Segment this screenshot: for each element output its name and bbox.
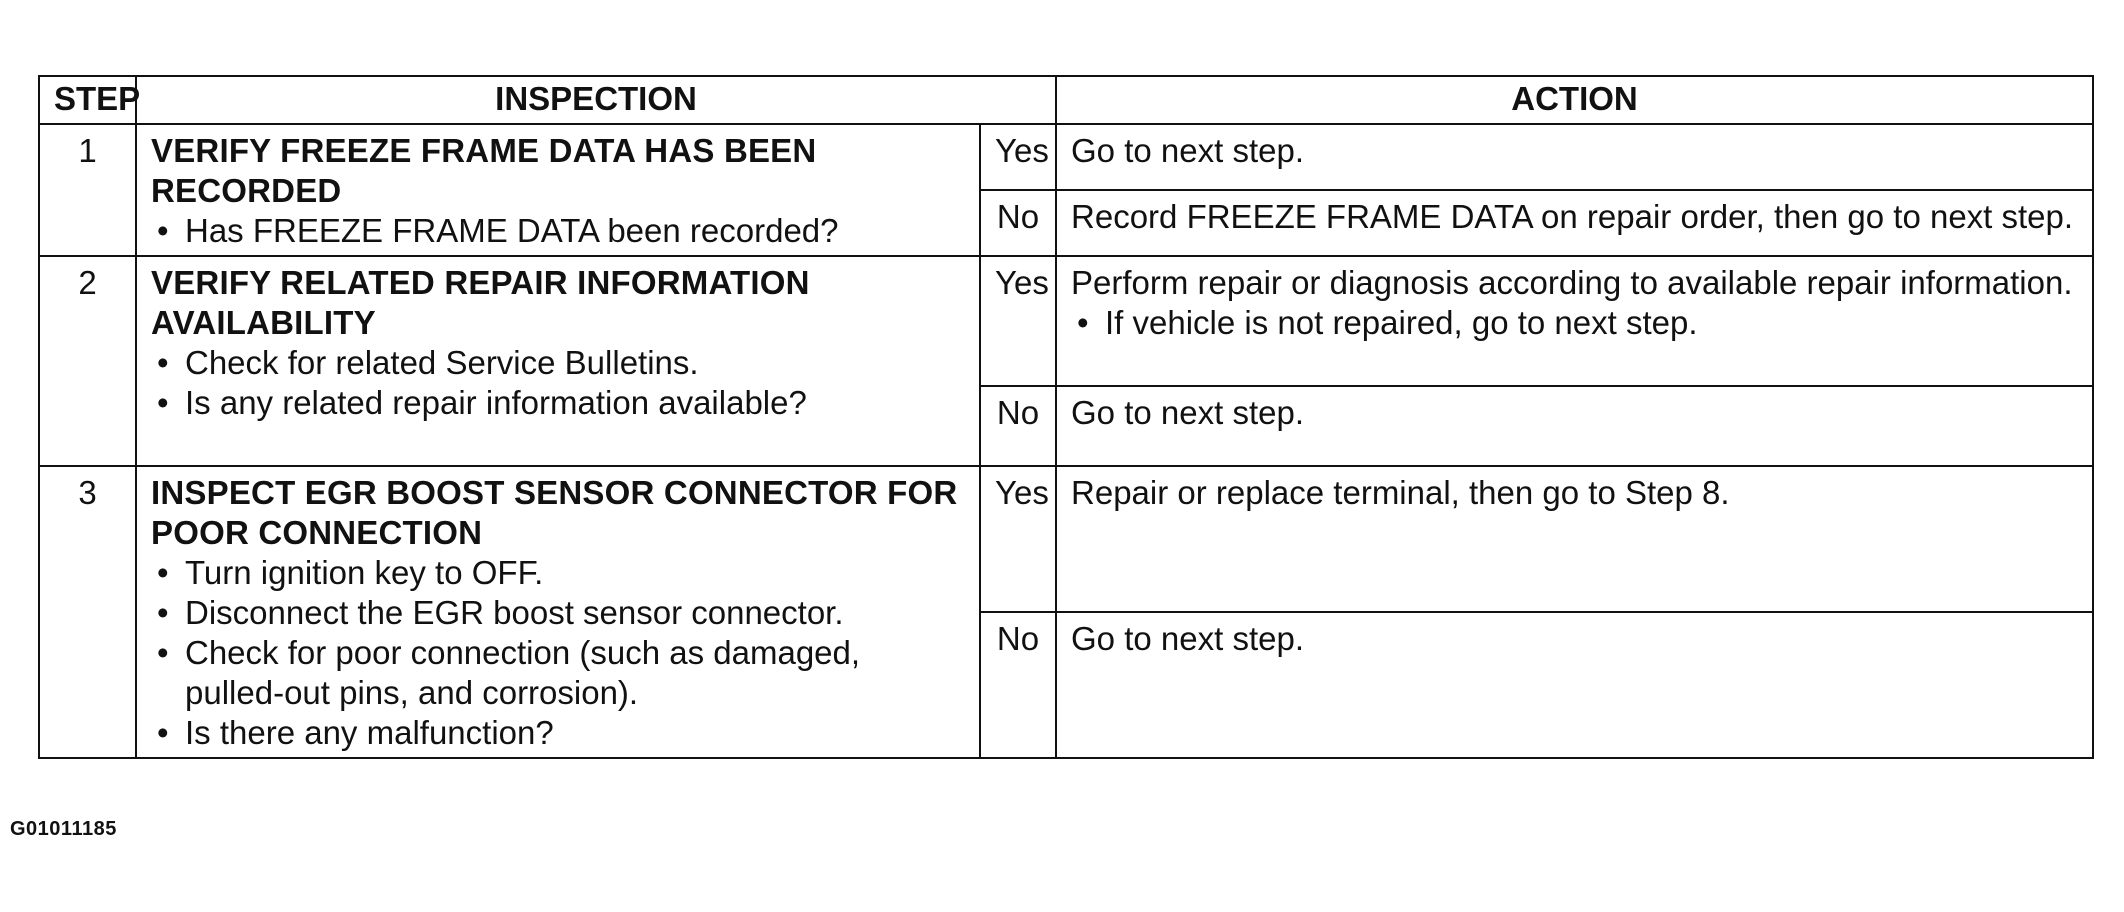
no-action bbox=[1056, 190, 2093, 256]
no-action bbox=[1056, 612, 2093, 758]
header-step: STEP bbox=[39, 76, 136, 124]
yes-label: Yes bbox=[980, 256, 1056, 386]
yes-label: Yes bbox=[980, 466, 1056, 612]
step-number: 3 bbox=[39, 466, 136, 758]
header-inspection: INSPECTION bbox=[136, 76, 1056, 124]
no-label: No bbox=[980, 386, 1056, 466]
inspection-bullet: • Check for related Service Bulletins. bbox=[185, 343, 965, 383]
no-label: No bbox=[980, 190, 1056, 256]
step-number: 2 bbox=[39, 256, 136, 466]
yes-action bbox=[1056, 124, 2093, 190]
inspection-bullets bbox=[151, 343, 965, 423]
diagnostic-table bbox=[38, 75, 2094, 759]
step-3-yes-row bbox=[39, 466, 2093, 612]
inspection-bullet: • Is there any malfunction? bbox=[185, 713, 965, 753]
yes-action bbox=[1056, 256, 2093, 386]
yes-action-text: Go to next step. bbox=[1071, 132, 1304, 169]
header-action: ACTION bbox=[1056, 76, 2093, 124]
no-action-text: Go to next step. bbox=[1071, 620, 1304, 657]
inspection-cell bbox=[136, 124, 980, 256]
inspection-bullet: • Disconnect the EGR boost sensor connector. bbox=[185, 593, 965, 633]
no-label: No bbox=[980, 612, 1056, 758]
inspection-cell bbox=[136, 466, 980, 758]
step-1-yes-row bbox=[39, 124, 2093, 190]
inspection-title: VERIFY RELATED REPAIR INFORMATION AVAILABILITY bbox=[151, 264, 810, 341]
yes-label: Yes bbox=[980, 124, 1056, 190]
action-bullet: • If vehicle is not repaired, go to next step. bbox=[1105, 303, 2078, 343]
inspection-cell bbox=[136, 256, 980, 466]
inspection-title: VERIFY FREEZE FRAME DATA HAS BEEN RECORDED bbox=[151, 132, 817, 209]
yes-action bbox=[1056, 466, 2093, 612]
inspection-bullet: • Check for poor connection (such as damaged, pulled-out pins, and corrosion). bbox=[185, 633, 965, 713]
yes-action-bullets bbox=[1071, 303, 2078, 343]
header-row bbox=[39, 76, 2093, 124]
step-number: 1 bbox=[39, 124, 136, 256]
yes-action-text: Repair or replace terminal, then go to Step 8. bbox=[1071, 474, 1730, 511]
no-action bbox=[1056, 386, 2093, 466]
inspection-bullet: • Is any related repair information available? bbox=[185, 383, 965, 423]
inspection-bullet: • Has FREEZE FRAME DATA been recorded? bbox=[185, 211, 965, 251]
no-action-text: Record FREEZE FRAME DATA on repair order, then go to next step. bbox=[1071, 198, 2074, 235]
inspection-bullets bbox=[151, 211, 965, 251]
yes-action-text: Perform repair or diagnosis according to available repair information. bbox=[1071, 264, 2073, 301]
figure-code: G01011185 bbox=[10, 818, 117, 840]
inspection-bullets bbox=[151, 553, 965, 753]
inspection-bullet: • Turn ignition key to OFF. bbox=[185, 553, 965, 593]
step-2-yes-row bbox=[39, 256, 2093, 386]
no-action-text: Go to next step. bbox=[1071, 394, 1304, 431]
inspection-title: INSPECT EGR BOOST SENSOR CONNECTOR FOR POOR CONNECTION bbox=[151, 474, 958, 551]
